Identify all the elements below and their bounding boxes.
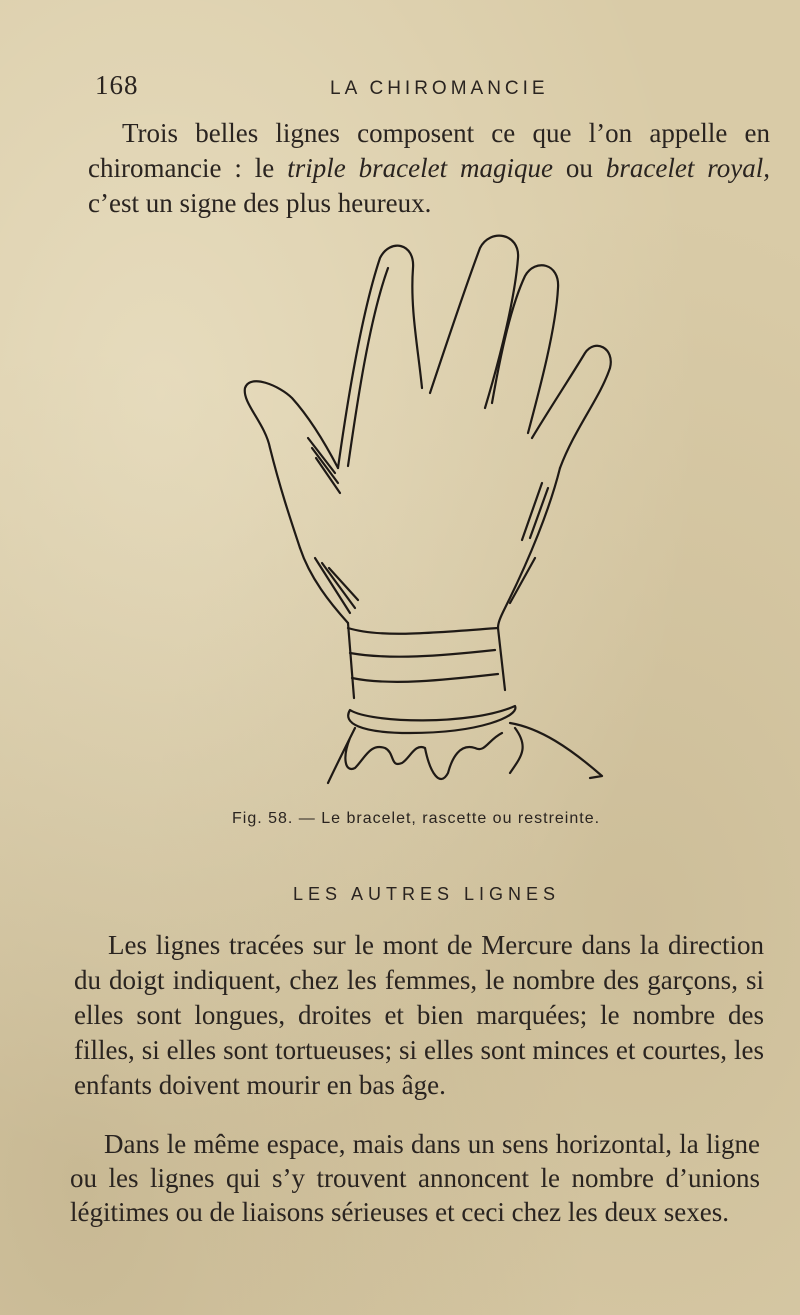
- intro-text-middle: ou: [553, 153, 606, 183]
- little-finger: [532, 346, 611, 468]
- sleeve: [328, 723, 602, 783]
- hand-bracelet-illustration: [230, 228, 630, 798]
- body-paragraph-1: Les lignes tracées sur le mont de Mercure dans la direction du doigt indiquent, chez les femmes, le nombre des garçons, si elles sont longues, droites et bien marquées; le nombre des filles, si elles sont tortueuses; si elles sont minces et courtes, les enfants doivent mourir en bas âge.: [74, 930, 764, 1100]
- index-finger: [338, 246, 422, 468]
- section-heading: LES AUTRES LIGNES: [293, 884, 561, 904]
- palm-shading-left: [315, 558, 358, 613]
- bracelet-line-2: [350, 650, 495, 657]
- palm-right: [498, 468, 560, 628]
- body-paragraph-2: Dans le même espace, mais dans un sens horizontal, la ligne ou les lignes qui s’y trouvent annoncent le nombre d’unions légitimes ou de liaisons sérieuses et ceci chez les deux sexes.: [70, 1129, 760, 1227]
- ring-finger: [492, 265, 558, 433]
- bracelet-line-3: [352, 674, 498, 682]
- intro-emphasis-2: bracelet royal,: [605, 153, 770, 183]
- wrist-right: [498, 628, 505, 690]
- sleeve-fold: [510, 728, 523, 773]
- running-title: LA CHIROMANCIE: [330, 78, 549, 99]
- wrist-left: [348, 623, 354, 698]
- cuff-band: [348, 706, 515, 733]
- figure-caption: Fig. 58. — Le bracelet, rascette ou restreinte.: [232, 810, 601, 827]
- page-number: 168: [95, 70, 139, 100]
- palm-left: [300, 548, 348, 623]
- middle-finger: [430, 236, 518, 408]
- intro-paragraph: [88, 116, 770, 221]
- thumb-shading: [308, 438, 340, 493]
- intro-text-end: c’est un signe des plus heureux.: [88, 188, 432, 218]
- intro-text-start: Trois belles lignes composent ce que l’on appelle en chiromancie : le: [88, 118, 770, 183]
- bracelet-line-1: [348, 628, 498, 634]
- intro-emphasis-1: triple bracelet magique: [287, 153, 553, 183]
